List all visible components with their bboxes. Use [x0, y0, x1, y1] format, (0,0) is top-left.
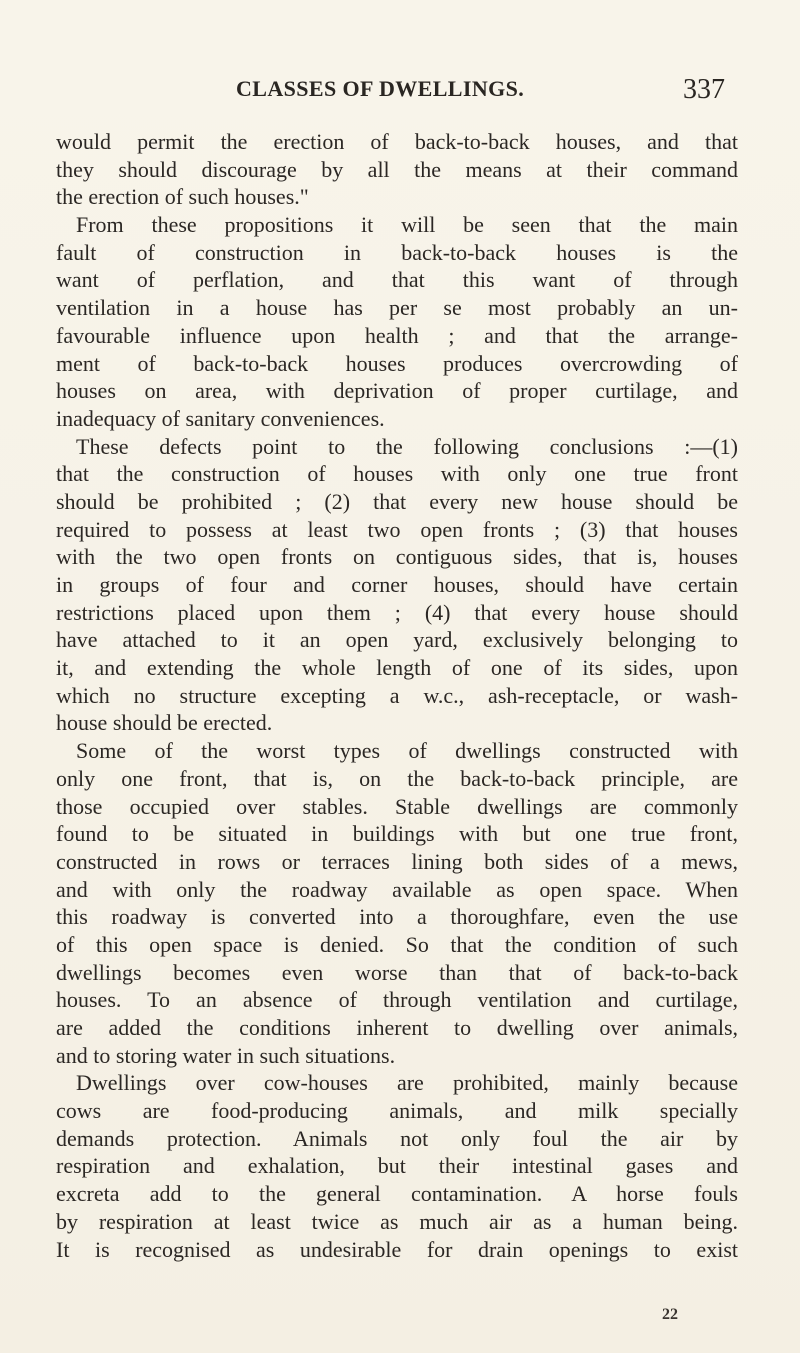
text-line: favourable influence upon health ; and that the arrange- [56, 322, 738, 348]
text-line: with the two open fronts on contiguous sides, that is, houses [56, 544, 738, 570]
text-line: Some of the worst types of dwellings constructed with [76, 738, 738, 764]
text-line: These defects point to the following conclusions :—(1) [76, 433, 738, 459]
text-line: which no structure excepting a w.c., ash-receptacle, or wash- [56, 682, 738, 708]
text-line: house should be erected. [56, 710, 273, 736]
page-header [0, 74, 800, 106]
text-line: demands protection. Animals not only foul the air by [56, 1125, 738, 1151]
text-line: ventilation in a house has per se most probably an un- [56, 295, 738, 321]
text-line: required to possess at least two open fronts ; (3) that houses [56, 516, 738, 542]
text-line: found to be situated in buildings with but one true front, [56, 821, 738, 847]
page-number: 337 [683, 74, 725, 105]
text-line: of this open space is denied. So that the condition of such [56, 931, 738, 957]
text-line: they should discourage by all the means at their command [56, 156, 738, 182]
text-line: excreta add to the general contamination. A horse fouls [56, 1181, 738, 1207]
running-head: CLASSES OF DWELLINGS. [236, 76, 525, 101]
text-line: in groups of four and corner houses, should have certain [56, 572, 738, 597]
text-line: that the construction of houses with only one true front [56, 461, 738, 487]
text-line: the erection of such houses." [56, 184, 309, 210]
body-text [56, 128, 738, 1263]
text-line: are added the conditions inherent to dwelling over animals, [56, 1015, 738, 1040]
text-line: From these propositions it will be seen that the main [76, 212, 738, 238]
text-line: it, and extending the whole length of one of its sides, upon [56, 655, 738, 681]
text-line: respiration and exhalation, but their intestinal gases and [56, 1153, 738, 1179]
text-line: should be prohibited ; (2) that every new house should be [56, 488, 738, 514]
text-line: and to storing water in such situations. [56, 1042, 396, 1068]
text-line: It is recognised as undesirable for drain openings to exist [56, 1236, 738, 1262]
text-line: those occupied over stables. Stable dwellings are commonly [56, 793, 738, 819]
text-line: houses. To an absence of through ventilation and curtilage, [56, 987, 738, 1013]
text-line: want of perflation, and that this want of through [56, 267, 738, 293]
text-line: this roadway is converted into a thoroughfare, even the use [56, 904, 738, 930]
text-line: cows are food-producing animals, and milk specially [56, 1098, 738, 1124]
text-line: have attached to it an open yard, exclusively belonging to [56, 627, 738, 653]
text-line: ment of back-to-back houses produces overcrowding of [56, 350, 738, 376]
text-line: houses on area, with deprivation of proper curtilage, and [56, 378, 738, 404]
text-line: and with only the roadway available as open space. When [56, 876, 738, 902]
text-line: would permit the erection of back-to-back houses, and that [56, 129, 738, 154]
text-line: constructed in rows or terraces lining both sides of a mews, [56, 848, 738, 874]
text-line: fault of construction in back-to-back houses is the [56, 239, 738, 265]
text-line: dwellings becomes even worse than that of back-to-back [56, 959, 738, 985]
text-line: only one front, that is, on the back-to-back principle, are [56, 765, 738, 791]
text-line: by respiration at least twice as much air as a human being. [56, 1208, 738, 1234]
text-line: restrictions placed upon them ; (4) that every house should [56, 599, 738, 625]
text-line: inadequacy of sanitary conveniences. [56, 405, 385, 431]
text-line: Dwellings over cow-houses are prohibited, mainly because [76, 1070, 738, 1096]
signature-mark: 22 [662, 1306, 678, 1323]
